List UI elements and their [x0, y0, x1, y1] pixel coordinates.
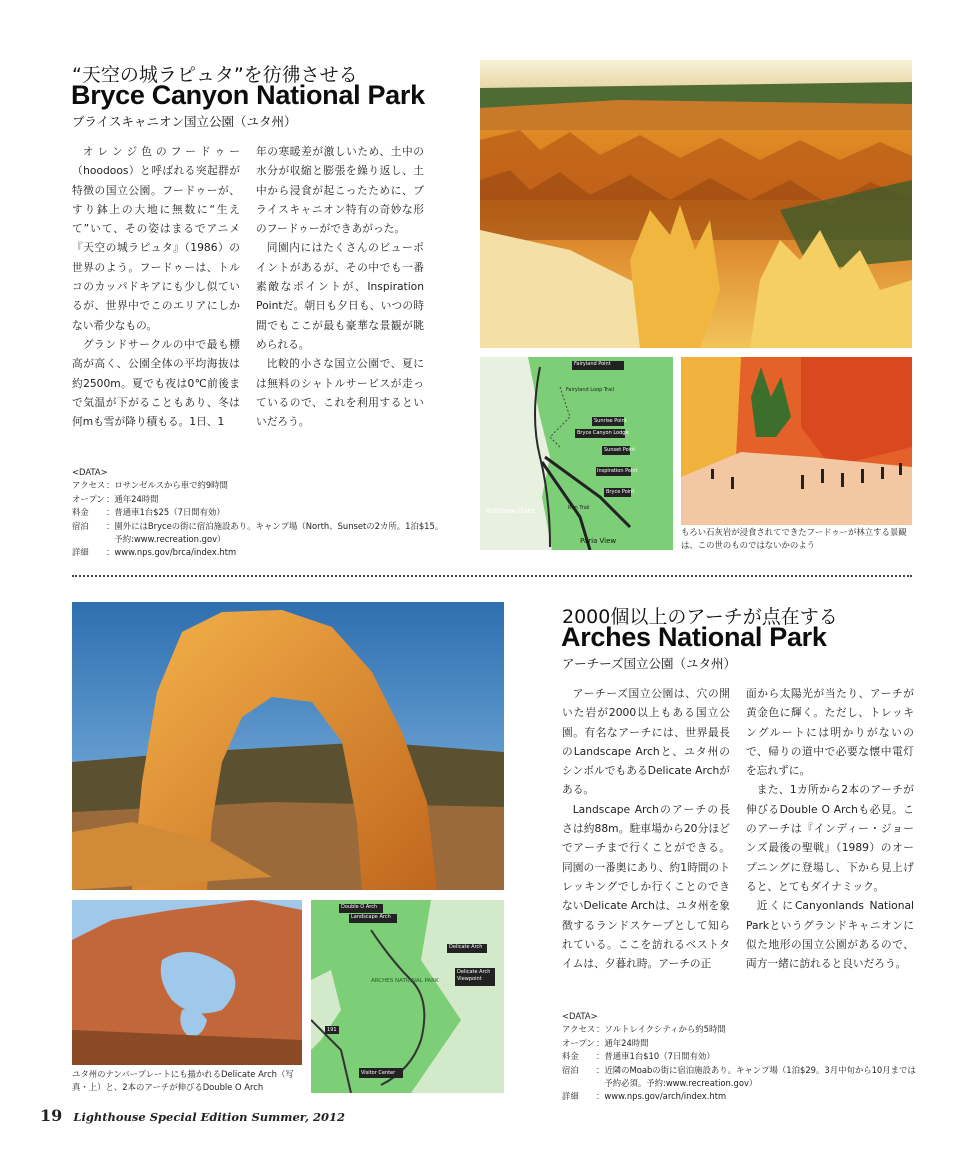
data-row: 宿泊 ：園外にはBryceの街に宿泊施設あり。キャンプ場（North、Sunsetの2カ所。1泊$15。	[72, 520, 444, 531]
data-row: 詳細 ：www.nps.gov/brca/index.htm	[72, 547, 237, 558]
arches-paragraph: また、1カ所から2本のアーチが伸びるDouble O Archも必見。このアーチは『インディー・ジョーンズ最後の聖戦』（1989）のオープニングに登場し、下から見上げると、とてもダイナミック。	[746, 783, 914, 893]
map-label: Landscape Arch	[351, 914, 391, 920]
bryce-hoodoo-trail-photo	[681, 357, 912, 525]
double-o-arch-photo	[72, 900, 302, 1065]
map-label: Bryce Canyon Lodge	[577, 430, 629, 436]
bryce-paragraph: 年の寒暖差が激しいため、土中の水分が収縮と膨張を繰り返し、土中から浸食が起こったために、ブライスキャニオン特有の奇妙な形のフードゥーができあがった。	[256, 145, 424, 236]
page-number: 19	[40, 1106, 63, 1125]
map-label: Inspiration Point	[597, 468, 638, 474]
publication-name: Lighthouse Special Edition Summer, 2012	[73, 1110, 346, 1124]
bryce-data-block	[72, 466, 472, 560]
bryce-title: Bryce Canyon National Park	[71, 80, 425, 110]
arches-paragraph: アーチーズ国立公園は、穴の開いた岩が2000以上もある国立公園。有名なアーチには、世界最長のLandscape Archと、ユタ州のシンボルでもあるDelicate Archがある。	[562, 687, 730, 797]
bryce-amphitheater-photo	[480, 60, 912, 348]
map-label: Delicate Arch Viewpoint	[457, 969, 491, 982]
map-label: Sunrise Point	[594, 418, 627, 424]
bryce-trail-map	[480, 357, 673, 550]
map-label: Bryce Point	[606, 489, 635, 495]
map-label: Fairyland Point	[574, 361, 611, 367]
data-label: <DATA>	[72, 467, 108, 477]
data-row: 予約:www.recreation.gov）	[106, 534, 226, 545]
delicate-arch-photo	[72, 602, 504, 890]
arches-body-col2	[746, 684, 914, 973]
data-row: アクセス：ソルトレイクシティから約5時間	[562, 1024, 726, 1035]
bryce-catchphrase: “天空の城ラピュタ”を彷彿させる	[72, 64, 358, 86]
data-row: 宿泊 ：近隣のMoabの街に宿泊施設あり。キャンプ場（1泊$29。3月中旬から10月までは	[562, 1064, 916, 1075]
data-row: オープン：通年24時間	[72, 493, 159, 504]
arches-title: Arches National Park	[561, 622, 827, 652]
bryce-paragraph: 比較的小さな国立公園で、夏には無料のシャトルサービスが走っているので、これを利用するといいだろう。	[256, 357, 424, 429]
arches-paragraph: 面から太陽光が当たり、アーチが黄金色に輝く。ただし、トレッキングルートには明かりがないので、帰りの道中で必要な懐中電灯を忘れずに。	[746, 687, 914, 778]
map-label: Double O Arch	[341, 904, 378, 910]
arches-body-col1	[562, 684, 730, 973]
bryce-subtitle: ブライスキャニオン国立公園（ユタ州）	[72, 114, 297, 129]
bryce-paragraph: オレンジ色のフードゥー（hoodoos）と呼ばれる突起群が特徴の国立公園。フードゥーが、すり鉢上の大地に無数に“生えて”いて、その姿はまるでアニメ『天空の城ラピュタ』（1986）の世界のよう。フードゥーは、トルコのカッパドキアにも少し似ているが、世界中でこのエリアにしかない希少なもの。	[72, 145, 240, 332]
data-row: 詳細 ：www.nps.gov/arch/index.htm	[562, 1091, 727, 1102]
map-label: Delicate Arch	[449, 944, 483, 950]
data-row: 料金 ：普通車1台$10（7日間有効）	[562, 1051, 715, 1062]
arches-catchphrase: 2000個以上のアーチが点在する	[562, 606, 838, 628]
bryce-body-col2	[256, 142, 424, 431]
arches-data-block	[562, 1010, 942, 1104]
bryce-paragraph: 同園内にはたくさんのビューポイントがあるが、その中でも一番素敵なポイントが、Inspiration Pointだ。朝日も夕日も、いつの時間でもここが最も豪華な景観が眺められる。	[256, 241, 424, 351]
map-label: Sunset Point	[604, 447, 636, 453]
map-label: 191	[327, 1027, 337, 1033]
map-label: Fairyland Loop Trail	[566, 387, 615, 393]
data-row: オープン：通年24時間	[562, 1037, 649, 1048]
arches-subtitle: アーチーズ国立公園（ユタ州）	[562, 656, 737, 671]
bryce-body-col1	[72, 142, 240, 431]
arches-park-map	[311, 900, 504, 1093]
data-row: 料金 ：普通車1台$25（7日間有効）	[72, 507, 225, 518]
page-footer	[40, 1106, 345, 1125]
map-label: Rainbow Gate	[486, 507, 535, 515]
data-row: 予約必須。予約:www.recreation.gov）	[596, 1078, 758, 1089]
arches-photo-caption: ユタ州のナンバープレートにも描かれるDelicate Arch（写真・上）と、2本のアーチが伸びるDouble O Arch	[72, 1069, 294, 1093]
bryce-photo-caption: もろい石灰岩が浸食されてできたフードゥーが林立する景観は、この世のものではないかのよう	[681, 527, 907, 551]
bryce-paragraph: グランドサークルの中で最も標高が高く、公園全体の平均海抜は約2500m。夏でも夜は0℃前後まで気温が下がることもあり、冬は何mも雪が降り積もる。1日、1	[72, 337, 240, 429]
arches-paragraph: Landscape Archのアーチの長さは約88m。駐車場から20分ほどでアーチまで行くことができる。同園の一番奥にあり、約1時間のトレッキングでしか行くことのできないDelicate Archは、ユタ州を象徴するランドスケープとして知られている。ここを訪れるベストタイムは、夕暮れ時。アーチの正	[562, 802, 730, 971]
map-label: Paria View	[580, 537, 617, 545]
data-row: アクセス：ロサンゼルスから車で約9時間	[72, 480, 228, 491]
section-divider	[72, 575, 912, 577]
arches-paragraph: 近くにCanyonlands National Parkというグランドキャニオンに似た地形の国立公園があるので、両方一緒に訪れると良いだろう。	[746, 899, 914, 971]
map-label: ARCHES NATIONAL PARK	[371, 978, 439, 984]
data-label: <DATA>	[562, 1011, 598, 1021]
map-label: Rim Trail	[568, 505, 590, 511]
map-label: Visitor Center	[361, 1070, 396, 1076]
